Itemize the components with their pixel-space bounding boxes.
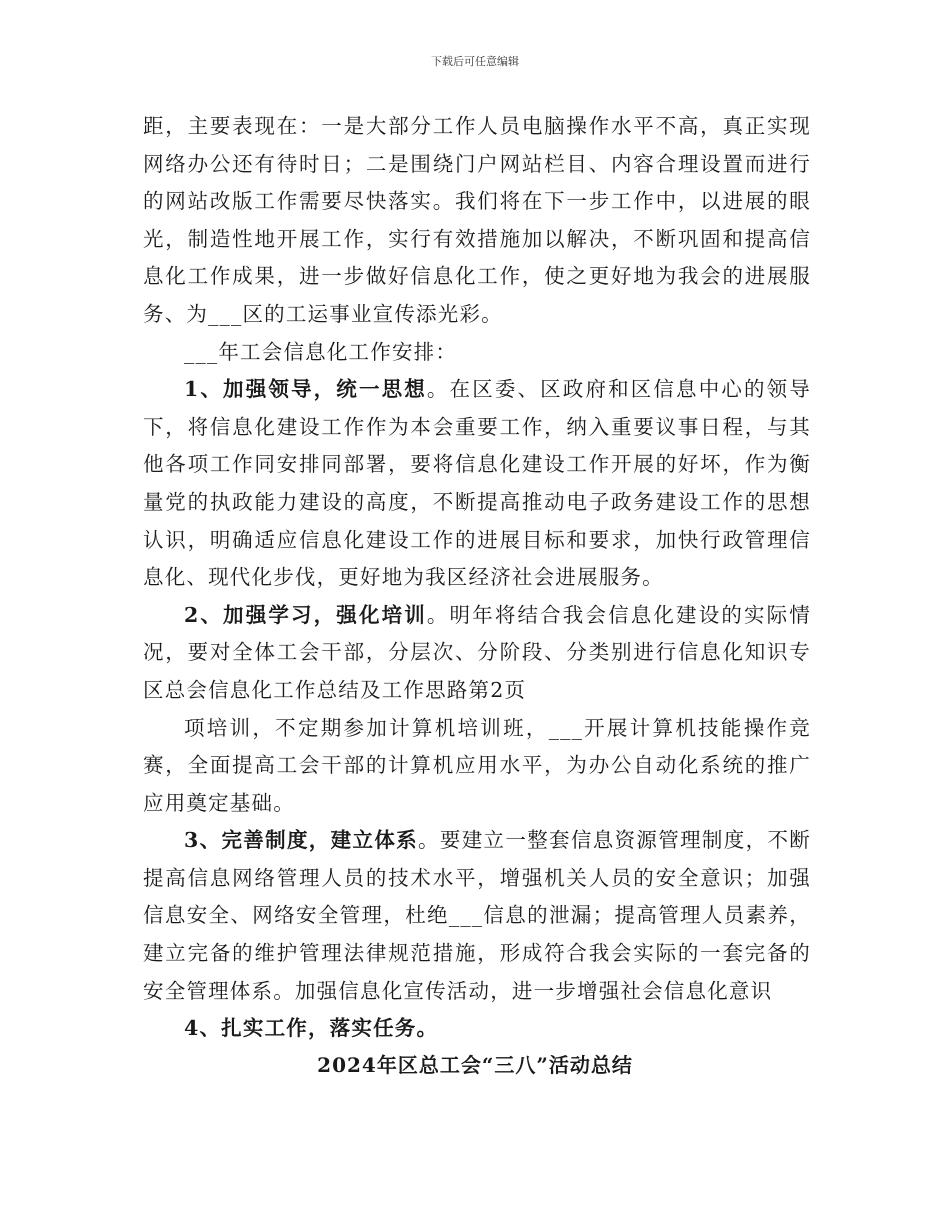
section-title: 2024年区总工会“三八”活动总结 [317, 1053, 633, 1077]
item-2-heading: 2、加强学习，强化培训 [184, 602, 427, 627]
paragraph-continuation: 项培训，不定期参加计算机培训班，___开展计算机技能操作竞赛，全面提高工会干部的计算机应用水平，为办公自动化系统的推广应用奠定基础。 [143, 715, 811, 815]
item-1-heading: 1、加强领导，统一思想 [184, 377, 427, 402]
header-note: 下载后可任意编辑 [431, 55, 519, 68]
paragraph-item-3 [143, 822, 811, 1010]
item-2-text: 。明年将结合我会信息化建设的实际情况，要对全体工会干部，分层次、分阶段、分类别进行信息化知识专区总会信息化工作总结及工作思路第2页 [143, 602, 811, 702]
item-1-text: 。在区委、区政府和区信息中心的领导下，将信息化建设工作作为本会重要工作，纳入重要议事日程，与其他各项工作同安排同部署，要将信息化建设工作开展的好坏，作为衡量党的执政能力建设的高度，不断提高推动电子政务建设工作的思想认识，明确适应信息化建设工作的进展目标和要求，加快行政管理信息化、现代化步伐，更好地为我区经济社会进展服务。 [143, 377, 811, 590]
document-body [143, 108, 811, 1048]
paragraph-item-1 [143, 371, 811, 597]
item-3-heading: 3、完善制度，建立体系 [184, 828, 419, 853]
paragraph-item-4: 4、扎实工作，落实任务。 [184, 1016, 439, 1041]
paragraph-plan-heading: ___年工会信息化工作安排： [184, 339, 458, 364]
paragraph-intro: 距，主要表现在：一是大部分工作人员电脑操作水平不高，真正实现网络办公还有待时日；二是围绕门户网站栏目、内容合理设置而进行的网站改版工作需要尽快落实。我们将在下一步工作中，以进展的眼光，制造性地开展工作，实行有效措施加以解决，不断巩固和提高信息化工作成果，进一步做好信息化工作，使之更好地为我会的进展服务、为___区的工运事业宣传添光彩。 [143, 114, 811, 326]
paragraph-item-2 [143, 597, 811, 710]
item-3-text: 。要建立一整套信息资源管理制度，不断提高信息网络管理人员的技术水平，增强机关人员的安全意识；加强信息安全、网络安全管理，杜绝___信息的泄漏；提高管理人员素养，建立完备的维护管理法律规范措施，形成符合我会实际的一套完备的安全管理体系。加强信息化宣传活动，进一步增强社会信息化意识 [143, 828, 811, 1003]
